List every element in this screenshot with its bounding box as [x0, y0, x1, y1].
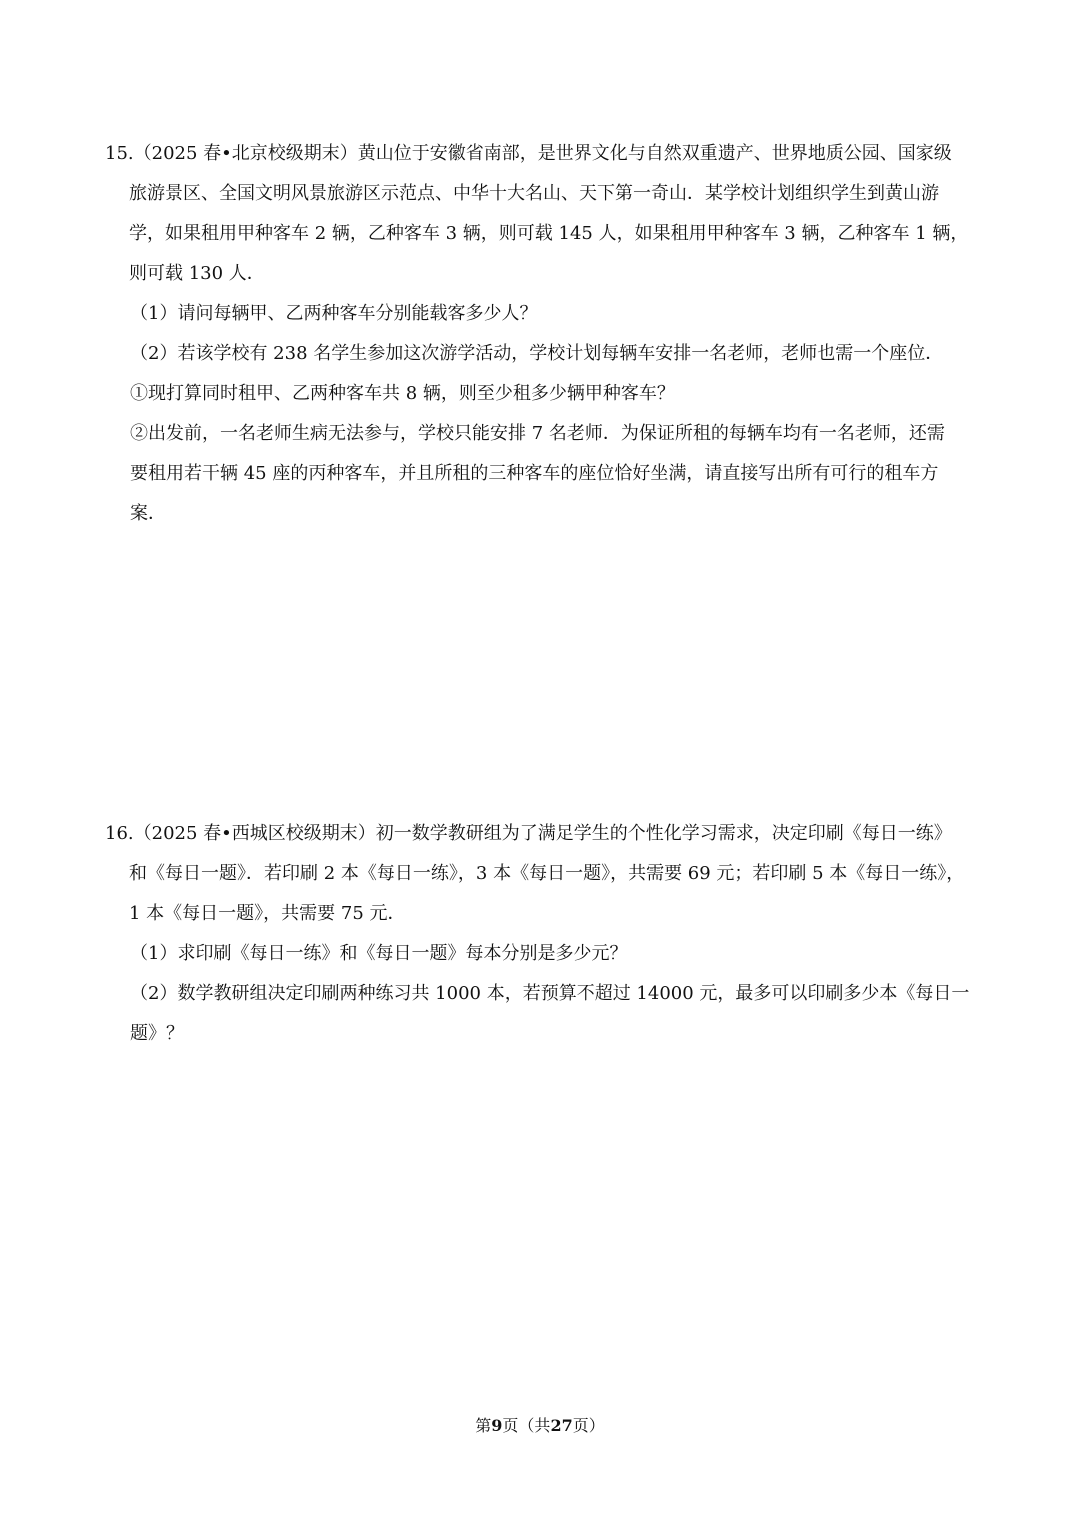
question-15-part-2a: ①现打算同时租甲、乙两种客车共 8 辆，则至少租多少辆甲种客车？ — [130, 383, 675, 404]
question-15-line-4: 则可载 130 人． — [129, 263, 265, 284]
question-15-part-2b-line-1: ②出发前，一名老师生病无法参与，学校只能安排 7 名老师．为保证所租的每辆车均有一名老师，还需 — [130, 423, 945, 444]
question-15-line-3: 学，如果租用甲种客车 2 辆，乙种客车 3 辆，则可载 145 人，如果租用甲种客车 3 辆，乙种客车 1 辆， — [129, 223, 969, 244]
question-16 — [105, 814, 980, 1054]
footer-total-pages: 27 — [550, 1416, 573, 1435]
question-16-part-2-line-1: （2）数学教研组决定印刷两种练习共 1000 本，若预算不超过 14000 元，最多可以印刷多少本《每日一 — [130, 983, 970, 1004]
question-15-part-2b-line-3: 案． — [130, 503, 166, 524]
question-15-part-2b-line-2: 要租用若干辆 45 座的丙种客车，并且所租的三种客车的座位恰好坐满，请直接写出所有可行的租车方 — [130, 463, 939, 484]
question-16-line-2: 和《每日一题》．若印刷 2 本《每日一练》，3 本《每日一题》，共需要 69 元；若印刷 5 本《每日一练》， — [129, 863, 965, 884]
question-16-line-3: 1 本《每日一题》，共需要 75 元． — [129, 903, 406, 924]
question-16-part-1: （1）求印刷《每日一练》和《每日一题》每本分别是多少元？ — [130, 943, 628, 964]
page-footer — [0, 1414, 1080, 1438]
footer-mid: 页（共 — [502, 1416, 551, 1435]
question-16-line-1: 16.（2025 春•西城区校级期末）初一数学教研组为了满足学生的个性化学习需求，决定印刷《每日一练》 — [105, 823, 952, 844]
question-15-line-2: 旅游景区、全国文明风景旅游区示范点、中华十大名山、天下第一奇山．某学校计划组织学生到黄山游 — [129, 183, 939, 204]
footer-suffix: 页） — [572, 1416, 605, 1435]
footer-prefix: 第 — [475, 1416, 492, 1435]
question-15 — [105, 134, 980, 534]
question-15-part-2: （2）若该学校有 238 名学生参加这次游学活动，学校计划每辆车安排一名老师，老师也需一个座位． — [130, 343, 944, 364]
question-16-part-2-line-2: 题》？ — [130, 1023, 184, 1044]
question-15-part-1: （1）请问每辆甲、乙两种客车分别能载客多少人？ — [130, 303, 538, 324]
question-15-line-1: 15.（2025 春•北京校级期末）黄山位于安徽省南部，是世界文化与自然双重遗产、世界地质公园、国家级 — [105, 143, 952, 164]
footer-page-number: 9 — [491, 1416, 503, 1435]
